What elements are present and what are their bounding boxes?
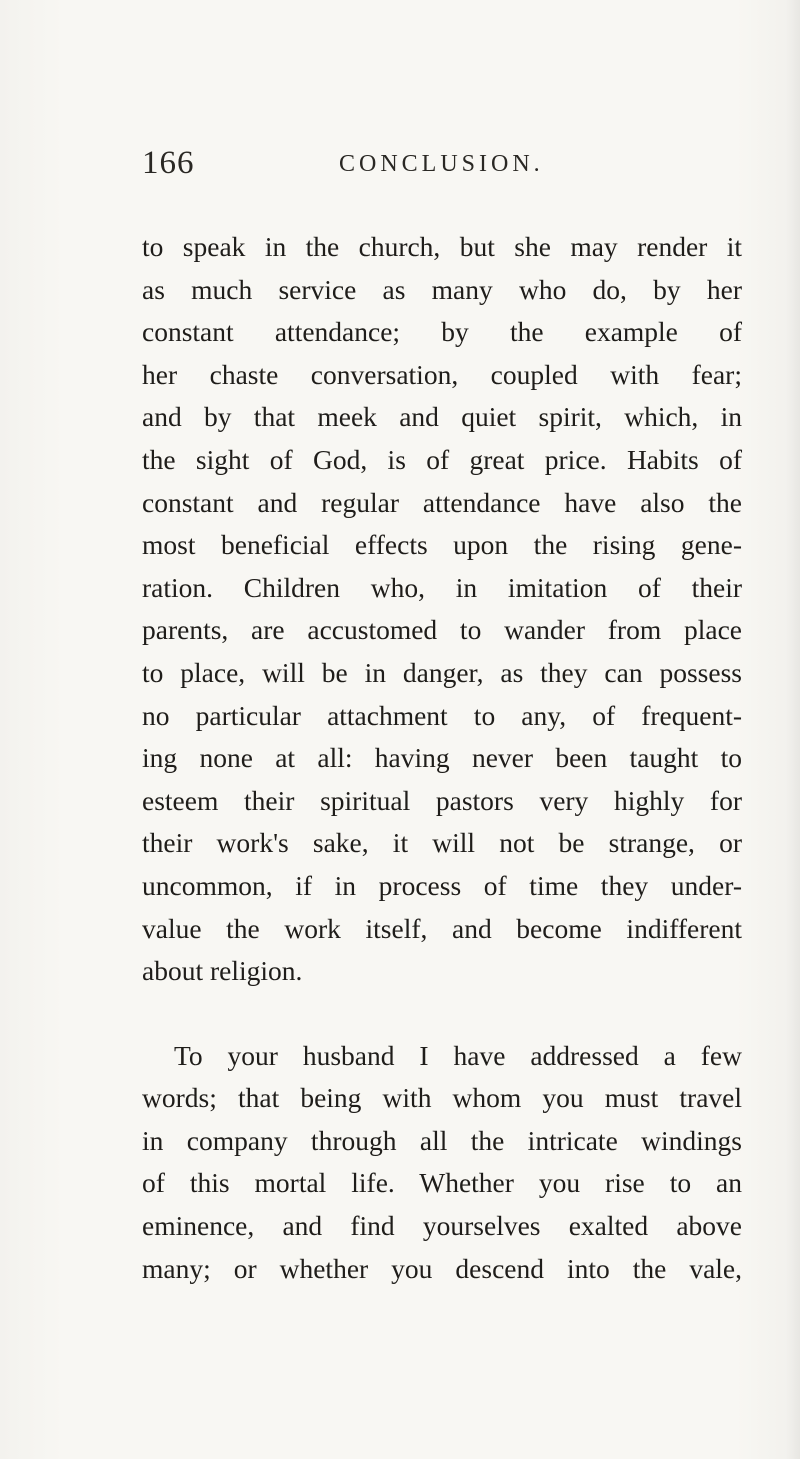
text-line: their work's sake, it will not be strange, or [142, 827, 742, 859]
text-line: to speak in the church, but she may render it [142, 231, 742, 262]
text-line: esteem their spiritual pastors very highly for [142, 784, 742, 816]
text-line: about religion. [142, 955, 303, 987]
text-line: many; or whether you descend into the vale, [142, 1252, 742, 1284]
text-line: parents, are accustomed to wander from place [142, 614, 742, 646]
page-number: 166 [142, 145, 195, 181]
text-line: no particular attachment to any, of frequent- [142, 699, 742, 731]
text-line: To your husband I have addressed a few [174, 1039, 742, 1071]
text-line: in company through all the intricate windings [142, 1124, 742, 1156]
body-text [142, 226, 742, 1290]
paragraph-1 [142, 226, 742, 993]
text-line: to place, will be in danger, as they can possess [142, 656, 742, 688]
text-line: most beneficial effects upon the rising gene- [142, 529, 742, 561]
text-line: constant and regular attendance have also the [142, 486, 742, 518]
paragraph-2 [142, 1035, 742, 1291]
text-line: the sight of God, is of great price. Habits of [142, 443, 742, 475]
text-line: words; that being with whom you must travel [142, 1082, 742, 1114]
text-line: of this mortal life. Whether you rise to an [142, 1167, 742, 1199]
text-line: constant attendance; by the example of [142, 316, 742, 348]
text-line: and by that meek and quiet spirit, which, in [142, 401, 742, 433]
text-line: eminence, and find yourselves exalted above [142, 1210, 742, 1242]
running-title: CONCLUSION. [339, 151, 544, 177]
paragraph-break [142, 993, 742, 1035]
text-line: her chaste conversation, coupled with fear; [142, 358, 742, 390]
text-line: as much service as many who do, by her [142, 273, 742, 305]
text-line: ration. Children who, in imitation of their [142, 571, 742, 603]
text-line: uncommon, if in process of time they under- [142, 869, 742, 901]
text-line: value the work itself, and become indifferent [142, 912, 742, 944]
page-edge-shadow [786, 0, 800, 1459]
text-line: ing none at all: having never been taught to [142, 742, 742, 774]
running-head [142, 145, 742, 195]
